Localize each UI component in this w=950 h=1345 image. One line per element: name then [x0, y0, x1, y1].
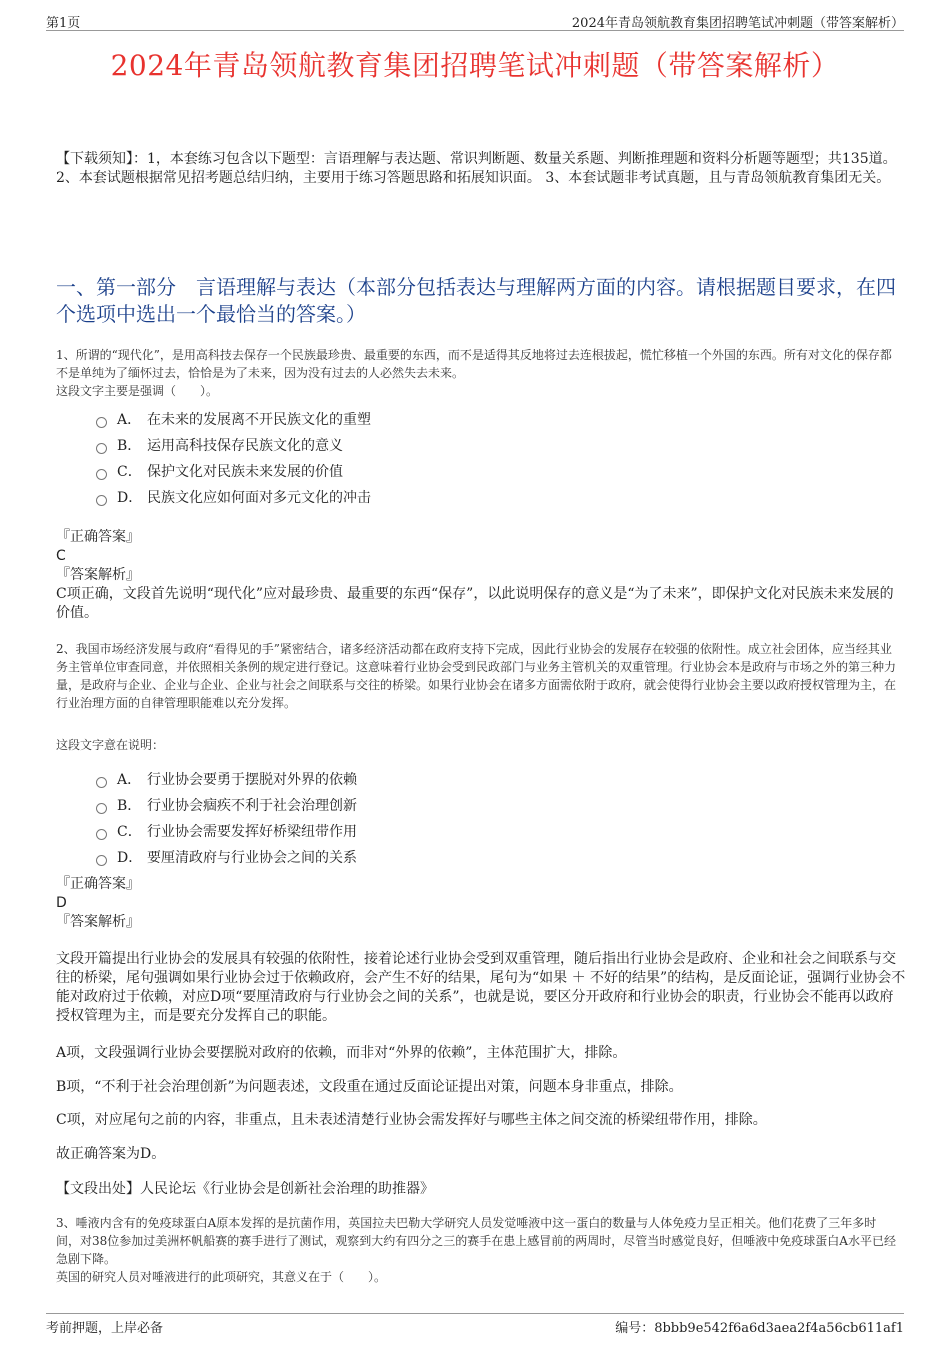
question-ask: 英国的研究人员对唾液进行的此项研究，其意义在于（ ）。 [56, 1270, 387, 1284]
question-stem: 2、我国市场经济发展与政府“看得见的手”紧密结合，诸多经济活动都在政府支持下完成，因此行业协会的发展存在较强的依附性。成立社会团体，应当经其业务主管单位审查同意，并依照相关条例的规定进行登记。这意味着行业协会受到民政部门与业务主管机关的双重管理。行业协会本是政府与市场之外的第三种力量，是政府与企业、企业与企业、企业与社会之间联系与交往的桥梁。如果行业协会在诸多方面需依附于政府，就会使得行业协会主要以政府授权管理为主，在行业治理方面的自律管理职能难以充分发挥。 [56, 642, 897, 710]
question-1-options [96, 406, 371, 510]
analysis-label: 『答案解析』 [56, 567, 140, 583]
question-2-ask: 这段文字意在说明： [56, 738, 165, 752]
page-number: 第1页 [46, 16, 81, 31]
option-b[interactable]: B． 行业协会痼疾不利于社会治理创新 [96, 792, 357, 818]
option-a[interactable]: A． 行业协会要勇于摆脱对外界的依赖 [96, 766, 357, 792]
document-title: 2024年青岛领航教育集团招聘笔试冲刺题（带答案解析） [110, 49, 840, 82]
question-2-options [96, 766, 357, 870]
question-ask: 这段文字主要是强调（ ）。 [56, 384, 219, 398]
question-2 [56, 640, 896, 712]
source-citation: 【文段出处】人民论坛《行业协会是创新社会治理的助推器》 [56, 1181, 434, 1197]
question-3 [56, 1214, 896, 1286]
analysis-paragraph: C项，对应尾句之前的内容，非重点，且未表述清楚行业协会需发挥好与哪些主体之间交流的桥梁纽带作用，排除。 [56, 1112, 767, 1128]
radio-icon[interactable] [96, 417, 107, 428]
page-header [46, 10, 904, 31]
answer-label: 『正确答案』 [56, 876, 140, 892]
radio-icon[interactable] [96, 829, 107, 840]
radio-icon[interactable] [96, 469, 107, 480]
option-d[interactable]: D． 要厘清政府与行业协会之间的关系 [96, 844, 357, 870]
footer-doc-id: 编号：8bbb9e542f6a6d3aea2f4a56cb611af1 [615, 1321, 904, 1336]
page-footer [46, 1313, 904, 1334]
radio-icon[interactable] [96, 495, 107, 506]
option-a[interactable]: A． 在未来的发展离不开民族文化的重塑 [96, 406, 371, 432]
analysis-paragraph: A项，文段强调行业协会要摆脱对政府的依赖，而非对“外界的依赖”，主体范围扩大，排除。 [56, 1045, 627, 1061]
option-c[interactable]: C． 保护文化对民族未来发展的价值 [96, 458, 371, 484]
radio-icon[interactable] [96, 443, 107, 454]
section-title: 一、第一部分 言语理解与表达（本部分包括表达与理解两方面的内容。请根据题目要求，在四个选项中选出一个最恰当的答案。） [56, 275, 896, 326]
analysis-paragraph: B项，“不利于社会治理创新”为问题表述，文段重在通过反面论证提出对策，问题本身非重点，排除。 [56, 1079, 683, 1095]
option-c[interactable]: C． 行业协会需要发挥好桥梁纽带作用 [96, 818, 357, 844]
radio-icon[interactable] [96, 777, 107, 788]
question-1-answer [56, 528, 906, 623]
analysis-label: 『答案解析』 [56, 914, 140, 930]
question-1 [56, 346, 896, 400]
analysis-text: C项正确，文段首先说明“现代化”应对最珍贵、最重要的东西“保存”，以此说明保存的意义是“为了未来”，即保护文化对民族未来发展的价值。 [56, 586, 894, 621]
radio-icon[interactable] [96, 855, 107, 866]
header-doc-title: 2024年青岛领航教育集团招聘笔试冲刺题（带答案解析） [571, 16, 904, 31]
question-stem: 3、唾液内含有的免疫球蛋白A原本发挥的是抗菌作用，英国拉夫巴勒大学研究人员发觉唾液中这一蛋白的数量与人体免疫力呈正相关。他们花费了三年多时间，对38位参加过美洲杯帆船赛的赛手进行了测试，观察到大约有四分之三的赛手在患上感冒前的两周时，尽管当时感觉良好，但唾液中免疫球蛋白A水平已经急剧下降。 [56, 1216, 896, 1266]
question-stem: 1、所谓的“现代化”，是用高科技去保存一个民族最珍贵、最重要的东西，而不是适得其反地将过去连根拔起，慌忙移植一个外国的东西。所有对文化的保存都不是单纯为了缅怀过去，恰恰是为了未来，因为没有过去的人必然失去未来。 [56, 348, 892, 380]
download-notice: 【下载须知】：1，本套练习包含以下题型：言语理解与表达题、常识判断题、数量关系题、判断推理题和资料分析题等题型；共135道。 2、本套试题根据常见招考题总结归纳，主要用于练习答题思路和拓展知识面。 3、本套试题非考试真题，且与青岛领航教育集团无关。 [56, 151, 897, 186]
correct-answer: C [56, 548, 66, 564]
radio-icon[interactable] [96, 803, 107, 814]
answer-label: 『正确答案』 [56, 529, 140, 545]
analysis-paragraph: 故正确答案为D。 [56, 1146, 166, 1162]
footer-slogan: 考前押题，上岸必备 [46, 1321, 164, 1336]
option-d[interactable]: D． 民族文化应如何面对多元文化的冲击 [96, 484, 371, 510]
question-2-answer [56, 875, 906, 932]
analysis-paragraph: 文段开篇提出行业协会的发展具有较强的依附性，接着论述行业协会受到双重管理，随后指出行业协会是政府、企业和社会之间联系与交往的桥梁，尾句强调如果行业协会过于依赖政府，会产生不好的结果，尾句为“如果 ＋ 不好的结果”的结构，是反面论证，强调行业协会不能对政府过于依赖，对应D项“要厘清政府与行业协会之间的关系”，也就是说，要区分开政府和行业协会的职责，行业协会不能再以政府授权管理为主，而是要充分发挥自己的职能。 [56, 951, 906, 1024]
correct-answer: D [56, 895, 67, 911]
option-b[interactable]: B． 运用高科技保存民族文化的意义 [96, 432, 371, 458]
